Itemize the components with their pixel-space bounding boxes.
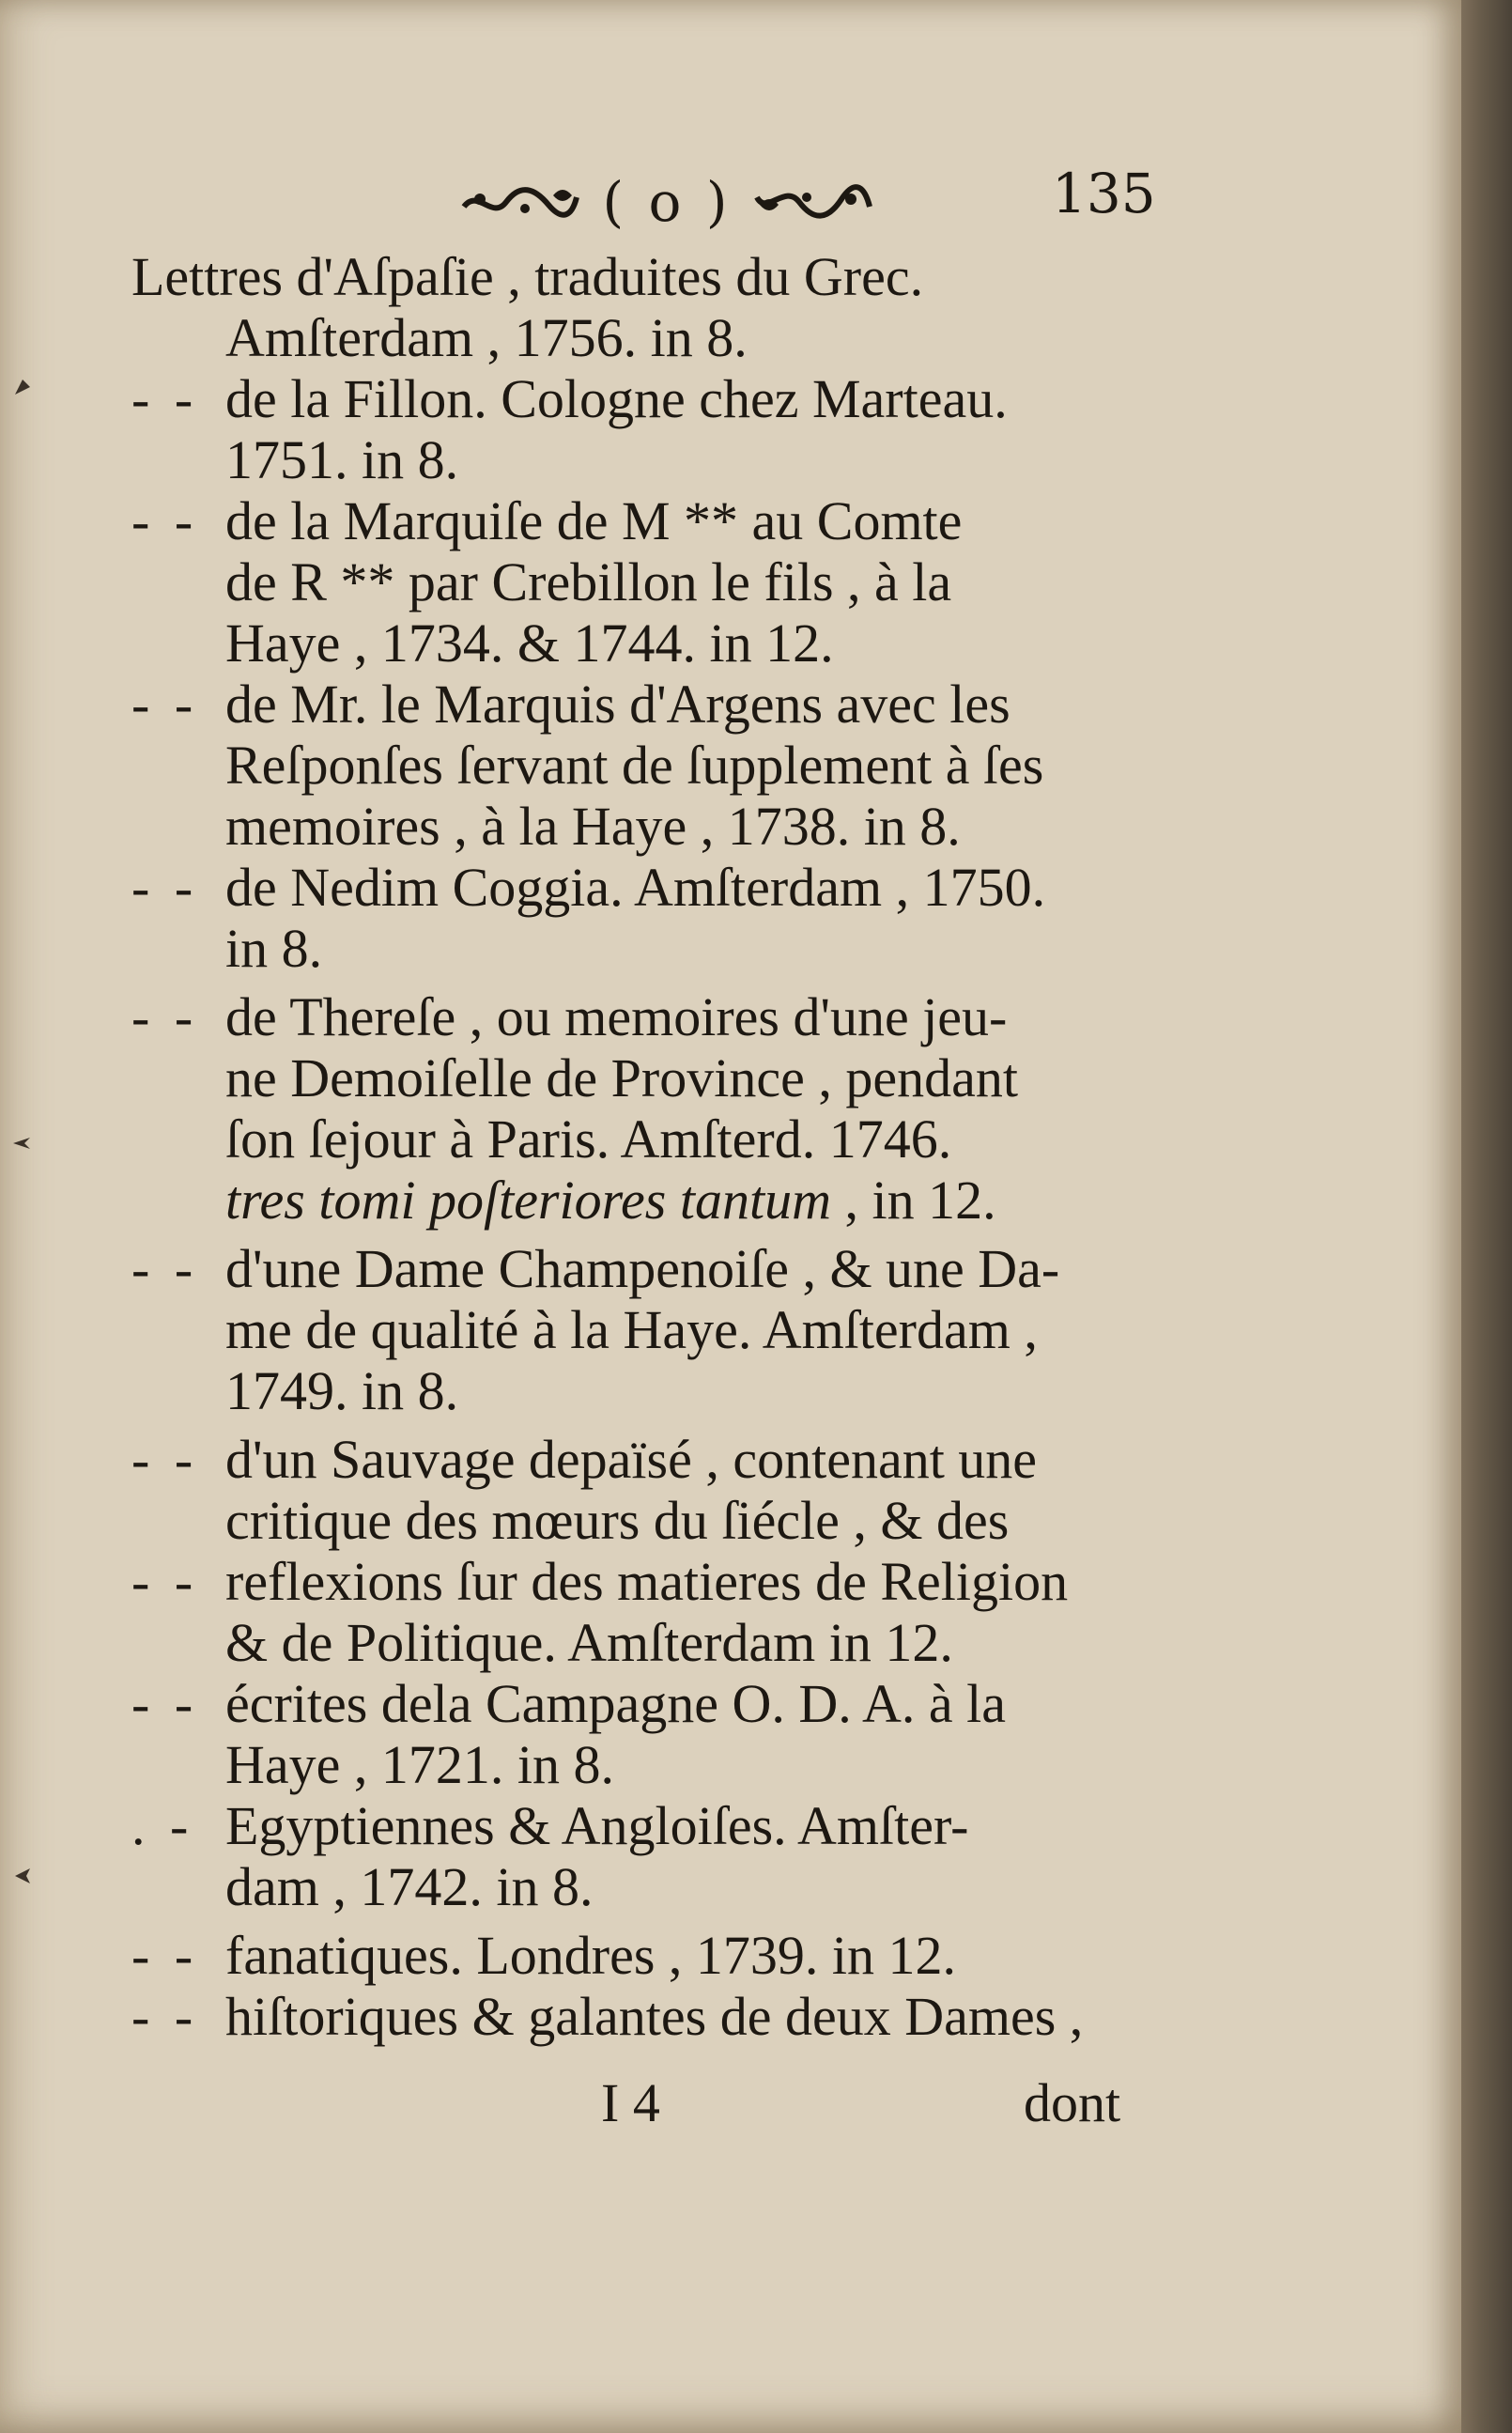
list-item	[131, 1238, 1202, 1421]
list-item	[131, 986, 1202, 1231]
entry-line: de Thereſe , ou memoires d'une jeu-	[225, 986, 1008, 1047]
ditto-dash: - -	[131, 674, 199, 735]
list-item	[131, 1551, 1202, 1673]
entry-line: Lettres d'Aſpaſie , traduites du Grec.	[131, 246, 924, 307]
list-item	[131, 490, 1202, 674]
entry-line: d'un Sauvage depaïsé , contenant une	[225, 1429, 1038, 1490]
margin-mark-icon	[11, 1865, 34, 1887]
header-signature: ( o )	[602, 170, 732, 234]
entry-line: de la Fillon. Cologne chez Marteau.	[225, 368, 1008, 429]
list-item	[131, 857, 1202, 979]
ditto-dash: - -	[131, 1429, 199, 1490]
entry-line: fanatiques. Londres , 1739. in 12.	[225, 1925, 957, 1986]
ditto-dash: - -	[131, 1238, 199, 1299]
entry-line: in 8.	[225, 918, 323, 979]
ditto-dash: - -	[131, 1551, 199, 1612]
left-ornament-icon	[459, 178, 581, 225]
entry-line: hiſtoriques & galantes de deux Dames ,	[225, 1986, 1084, 2047]
entry-line	[225, 1170, 1202, 1231]
margin-mark-icon	[11, 376, 34, 398]
ditto-dash: - -	[131, 368, 199, 429]
ditto-dash: - -	[131, 490, 199, 551]
entry-line: écrites dela Campagne O. D. A. à la	[225, 1673, 1007, 1734]
entry-line: Amſterdam , 1756. in 8.	[225, 307, 748, 368]
list-item	[131, 1925, 1202, 1986]
ditto-dash: - -	[131, 857, 199, 918]
list-item	[131, 674, 1202, 857]
list-item	[131, 1673, 1202, 1795]
ditto-dash: - -	[131, 1986, 199, 2047]
entry-line: de Mr. le Marquis d'Argens avec les	[225, 674, 1011, 735]
entry-line: 1749. in 8.	[225, 1360, 459, 1421]
entry-line: de Nedim Coggia. Amſterdam , 1750.	[225, 857, 1046, 918]
bibliography-entries	[131, 246, 1202, 2047]
list-item	[131, 1795, 1202, 1917]
page-header	[441, 160, 892, 244]
entry-line-tail: , in 12.	[830, 1170, 996, 1231]
entry-line: & de Politique. Amſterdam in 12.	[225, 1612, 953, 1673]
ditto-dash: - -	[131, 986, 199, 1047]
list-item	[131, 368, 1202, 490]
entry-line: Haye , 1734. & 1744. in 12.	[225, 612, 834, 674]
entry-line: d'une Dame Champenoiſe , & une Da-	[225, 1238, 1060, 1299]
entry-line: de R ** par Crebillon le fils , à la	[225, 551, 952, 612]
margin-mark-icon	[11, 1132, 34, 1155]
list-item	[131, 1986, 1202, 2047]
list-item	[131, 1429, 1202, 1551]
page-edge	[1461, 0, 1512, 2433]
right-ornament-icon	[752, 178, 874, 225]
entry-line: 1751. in 8.	[225, 429, 459, 490]
entry-line: ne Demoiſelle de Province , pendant	[225, 1047, 1018, 1108]
signature-mark: I 4	[601, 2072, 660, 2133]
ditto-dash: - -	[131, 1925, 199, 1986]
entry-line: Reſponſes ſervant de ſupplement à ſes	[225, 735, 1044, 796]
entry-line: Haye , 1721. in 8.	[225, 1734, 614, 1795]
ditto-dash: - -	[131, 1673, 199, 1734]
entry-line: Egyptiennes & Angloiſes. Amſter-	[225, 1795, 969, 1856]
list-item	[131, 246, 1202, 368]
entry-line: me de qualité à la Haye. Amſterdam ,	[225, 1299, 1038, 1360]
entry-line: de la Marquiſe de M ** au Comte	[225, 490, 963, 551]
catchword: dont	[1024, 2072, 1121, 2133]
entry-line: ſon ſejour à Paris. Amſterd. 1746.	[225, 1108, 952, 1170]
italic-note: tres tomi poſteriores tantum	[225, 1170, 831, 1231]
ditto-dash: . -	[131, 1795, 194, 1856]
entry-line: critique des mœurs du ſiécle , & des	[225, 1490, 1010, 1551]
entry-line: dam , 1742. in 8.	[225, 1856, 594, 1917]
page-number: 135	[1052, 162, 1156, 225]
entry-line: memoires , à la Haye , 1738. in 8.	[225, 796, 961, 857]
entry-line: reflexions ſur des matieres de Religion	[225, 1551, 1069, 1612]
